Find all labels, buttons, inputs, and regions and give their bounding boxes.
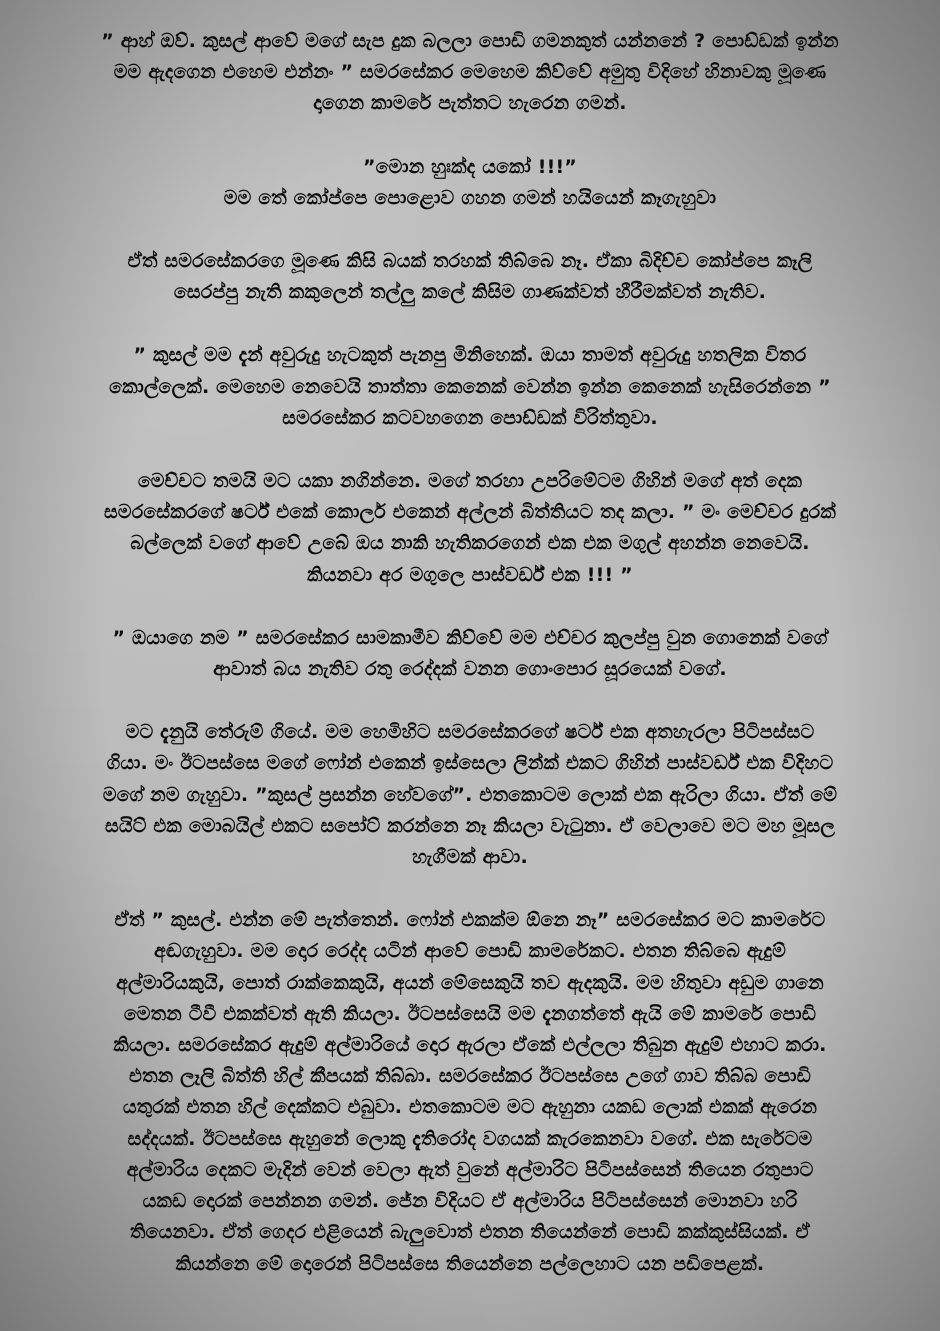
text-line: සමරසේකර කටවහගෙන පොඩ්ඩක් විරිත්තුවා. (282, 406, 658, 429)
text-line: හැගීමක් ආවා. (412, 846, 528, 869)
paragraph (28, 717, 912, 873)
paragraph (28, 623, 912, 685)
paragraph (28, 905, 912, 1279)
text-line: මට දැනුයි තේරුම් ගියේ. මම හෙමිහිට සමරසේකරගේ ෂර්ට් එක අතහැරලා පිටිපස්සට (125, 721, 815, 744)
text-line: සමරසේකරගේ ෂර්ට් එකේ කොලර් එකෙන් අල්ලන් බිත්තියට තද කලා. ” මං මෙච්චර දුරක් (104, 501, 836, 524)
text-line: කියනවා අර මගුලෙ පාස්වර්ඩ් එක !!! ” (307, 563, 633, 586)
paragraph (28, 246, 912, 308)
text-line: සෙරප්පු නැති කකුලෙන් තල්ලු කලේ කිසිම ගාණක්වත් හීරීමක්වත් නැතිව. (173, 281, 767, 304)
text-line: ඒත් සමරසේකරගෙ මූණෙ කිසි බයක් තරහක් තිබ්බෙ නෑ. ඒකා බිදිච්ච කෝප්පෙ කෑලි (127, 250, 813, 273)
text-line: තියෙනවා. ඒත් ගෙදර එළියෙන් බැලුවොත් එතන තියෙන්නේ පොඩි කක්කුස්සියක්. ඒ (130, 1221, 810, 1244)
text-line: මම ඇදගෙන එහෙම එන්නං ” සමරසේකර මෙහෙම කිව්වේ අමුතු විදිහේ හිනාවකු මූණෙ (113, 61, 827, 84)
paragraph (28, 466, 912, 591)
text-line: යකඩ දොරක් පෙන්නන ගමන්. ජේන විදියට ඒ අල්මාරිය පිටිපස්සෙන් මොනවා හරි (142, 1190, 798, 1213)
text-line: දාගෙන කාමරේ පැත්තට හැරෙන ගමන්. (313, 92, 627, 115)
paragraph (28, 26, 912, 120)
text-line: මගේ නම ගැහුවා. ”කුසල් ප්‍රසන්න හේවගේ”. එතකොටම ලොක් එක ඇරිලා ගියා. ඒත් මේ (102, 783, 838, 806)
text-line: යතුරක් එතන හිල් දෙක්කට එබුවා. එතකොටම මට ඇහුනා යකඩ ලොක් එකක් ඇරෙන (122, 1096, 818, 1119)
text-line: ආවාත් බය නැතිව රතු රෙද්දක් වනන ගොංපොර සූරයෙක් වගේ. (213, 658, 727, 681)
text-line: බල්ලෙක් වගේ ආවේ උබේ ඔය නාකි හැතිකරගෙන් එක එක මගුල් අහන්න නෙවෙයි. (130, 532, 810, 555)
text-line: ගියා. මං ඊටපස්සෙ මගේ ෆෝන් එකෙන් ඉස්සෙලා ලින්ක් එකට ගිහින් පාස්වර්ඩ් එක විදිහට (106, 752, 834, 775)
text-line: මෙතන ටීවී එකක්වත් ඇති කියලා. ඊටපස්සෙයි මම දැනගත්තේ ඇයි මේ කාමරේ පොඩි (123, 1002, 817, 1025)
text-line: අල්මාරියකුයි, පොත් රාක්කෙකුයි, අයන් මේසෙකුයි තව ඇදකුයි. මම හිතුවා අඩුම ගානෙ (116, 971, 824, 994)
text-line: ” කුසල් මම දැන් අවුරුදු හැටකුත් පැනපු මිනිහෙක්. ඔයා තාමත් අවුරුදු හතලික විතර (133, 344, 807, 367)
text-line: එතන ලෑලි බිත්ති හිල් කීපයක් තිබ්බා. සමරසේකර ඊටපස්සෙ උගේ ගාව තිබ්බ පොඩි (129, 1065, 811, 1088)
text-line: සද්දයක්. ඊටපස්සෙ ඇහුනේ ලොකු දැතිරෝද වගයක් කැරකෙනවා වගේ. එක සැරේටම (127, 1127, 813, 1150)
story-page (28, 26, 912, 1316)
text-line: මෙච්චට තමයි මට යකා නගින්නෙ. මගේ තරහා උපරිමේටම ගිහින් මගේ අත් දෙක (137, 470, 803, 493)
text-line: අඬගැහුවා. මම දොර රෙද්ද යටින් ආවේ පොඩි කාමරේකට. එතන තිබ්බෙ ඇදුම් (154, 940, 786, 963)
paragraph (28, 152, 912, 214)
text-line: ඒත් ” කුසල්. එන්න මේ පැත්තෙන්. ෆෝන් එකක්ම ඕනෙ නෑ” සමරසේකර මට කාමරේට (114, 909, 826, 932)
text-line: සයිට් එක මොබයිල් එකට සපෝට් කරන්නෙ නෑ කියලා වැටුනා. ඒ වෙලාවෙ මට මහ මූසල (104, 814, 836, 837)
text-line: කියන්නෙ මේ දොරෙන් පිටිපස්සෙ තියෙන්නෙ පල්ලෙහාට යන පඩිපෙළක්. (175, 1252, 765, 1275)
text-line: ” ඔයාගෙ නම ” සමරසේකර සාමකාමීව කිව්වේ මම එච්චර කුලප්පු වුන ගොනෙක් වගේ (112, 626, 828, 649)
paragraph (28, 340, 912, 434)
text-line: ”මොන හුඃක්ද යකෝ !!!” (362, 155, 577, 178)
text-line: කියලා. සමරසේකර ඇදුම් අල්මාරියේ දොර ඇරලා ඒකේ එල්ලලා තිබුන ඇදුම් එහාට කරා. (113, 1034, 827, 1057)
text-line: ” ආහ් ඔව්. කුසල් ආවේ මගේ සැප දුක බලලා පොඩි ගමනකුත් යන්නනේ ? පොඩ්ඩක් ඉන්න (101, 30, 839, 52)
text-line: අල්මාරිය දෙකට මැදින් වෙන් වෙලා ඇත් වුනේ අල්මාරිට පිටිපස්සෙන් තියෙන රතුපාට (126, 1158, 814, 1181)
text-line: කොල්ලෙක්. මෙහෙම නෙවෙයි තාත්තා කෙනෙක් වෙන්න ඉන්න කෙනෙක් හැසිරෙන්නෙ ” (109, 375, 831, 398)
text-line: මම තේ කෝප්පෙ පොළොව ගහන ගමන් හයියෙන් කෑගැහුවා (223, 186, 717, 209)
